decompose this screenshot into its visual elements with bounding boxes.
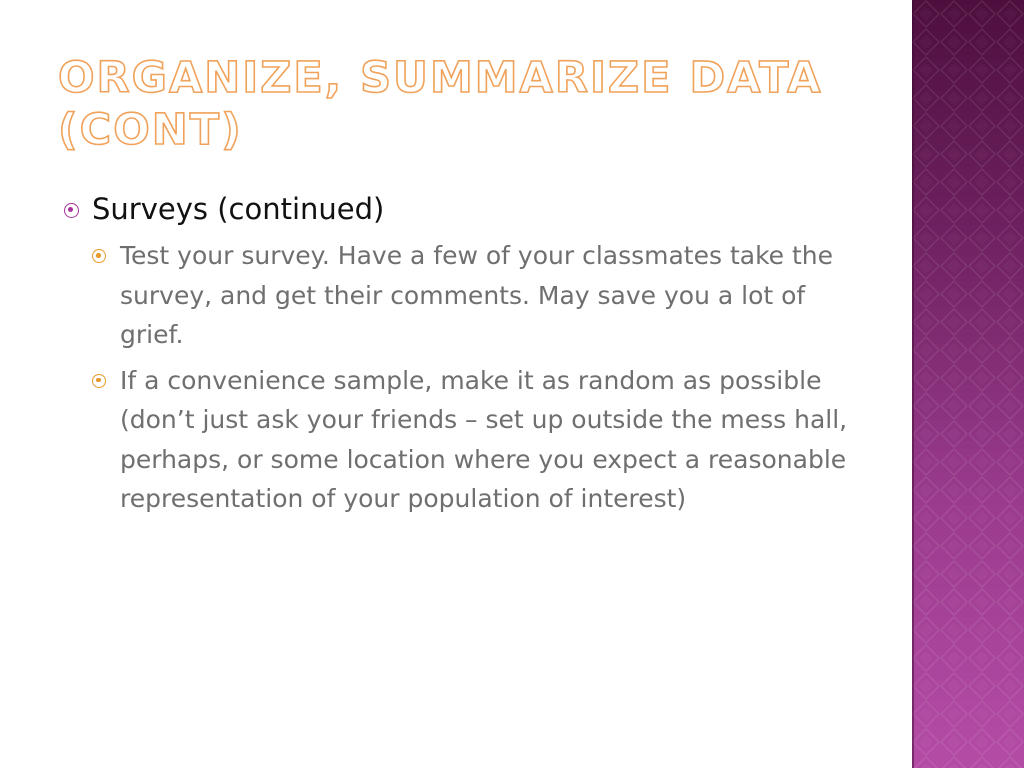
target-bullet-icon: [92, 374, 106, 388]
side-band-edge: [912, 0, 914, 768]
bullet-level2-text: If a convenience sample, make it as random as possible (don’t just ask your friends – set up outside the mess hall, perhaps, or some location where you expect a reasonable representation of your population of interest): [120, 365, 848, 513]
slide-title: ORGANIZE, SUMMARIZE DATA (CONT): [58, 53, 823, 155]
target-bullet-icon: [92, 249, 106, 263]
bullet-level1: [62, 188, 862, 230]
target-bullet-icon: [64, 203, 79, 218]
diamond-pattern: [912, 0, 1024, 768]
bullet-level2: [91, 236, 862, 355]
slide-body: [62, 188, 862, 519]
bullet-level1-text: Surveys (continued): [92, 192, 385, 226]
decorative-side-band: [912, 0, 1024, 768]
bullet-level2: [91, 361, 862, 519]
bullet-level2-text: Test your survey. Have a few of your classmates take the survey, and get their comments. May save you a lot of grief.: [120, 241, 834, 349]
